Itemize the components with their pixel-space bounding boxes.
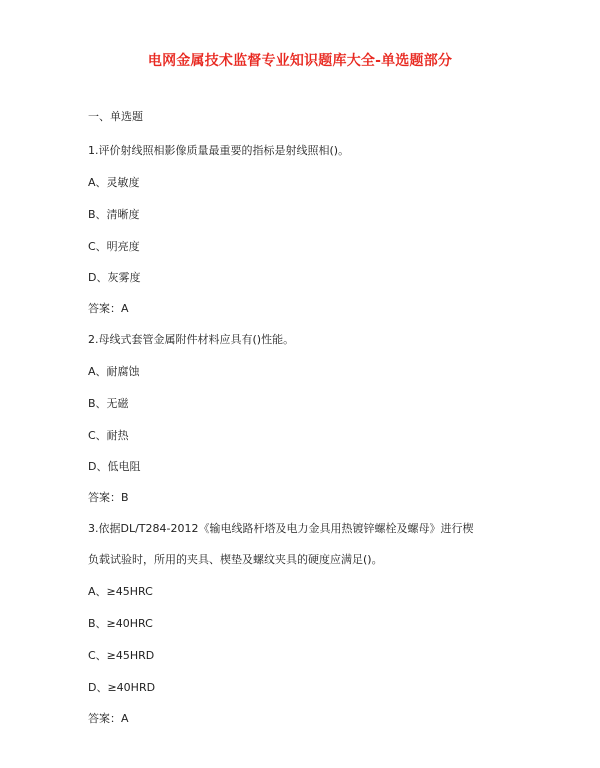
question-2-option-a: A、耐腐蚀	[88, 365, 140, 378]
question-3-option-d: D、≥40HRD	[88, 681, 156, 694]
question-1-answer: 答案：A	[88, 302, 129, 315]
document-title: 电网金属技术监督专业知识题库大全-单选题部分	[147, 53, 453, 69]
question-3-option-c: C、≥45HRD	[88, 649, 155, 662]
question-2-option-c: C、耐热	[88, 429, 129, 442]
question-2-answer: 答案：B	[88, 491, 129, 504]
section-heading: 一、单选题	[88, 110, 143, 123]
question-3-option-b: B、≥40HRC	[88, 617, 153, 630]
question-2-option-d: D、低电阻	[88, 460, 141, 473]
question-1-option-a: A、灵敏度	[88, 176, 140, 189]
question-1-stem: 1.评价射线照相影像质量最重要的指标是射线照相()。	[88, 144, 350, 157]
question-2-stem: 2.母线式套管金属附件材料应具有()性能。	[88, 333, 295, 346]
question-3-stem-line-2: 负载试验时，所用的夹具、楔垫及螺纹夹具的硬度应满足()。	[88, 553, 383, 566]
question-1-option-c: C、明亮度	[88, 240, 140, 253]
question-1-option-d: D、灰雾度	[88, 271, 141, 284]
question-3-answer: 答案：A	[88, 712, 129, 725]
question-3-option-a: A、≥45HRC	[88, 585, 153, 598]
question-2-option-b: B、无磁	[88, 397, 129, 410]
question-3-stem-line-1: 3.依据DL/T284-2012《输电线路杆塔及电力金具用热镀锌螺栓及螺母》进行楔	[88, 522, 474, 535]
question-1-option-b: B、清晰度	[88, 208, 140, 221]
